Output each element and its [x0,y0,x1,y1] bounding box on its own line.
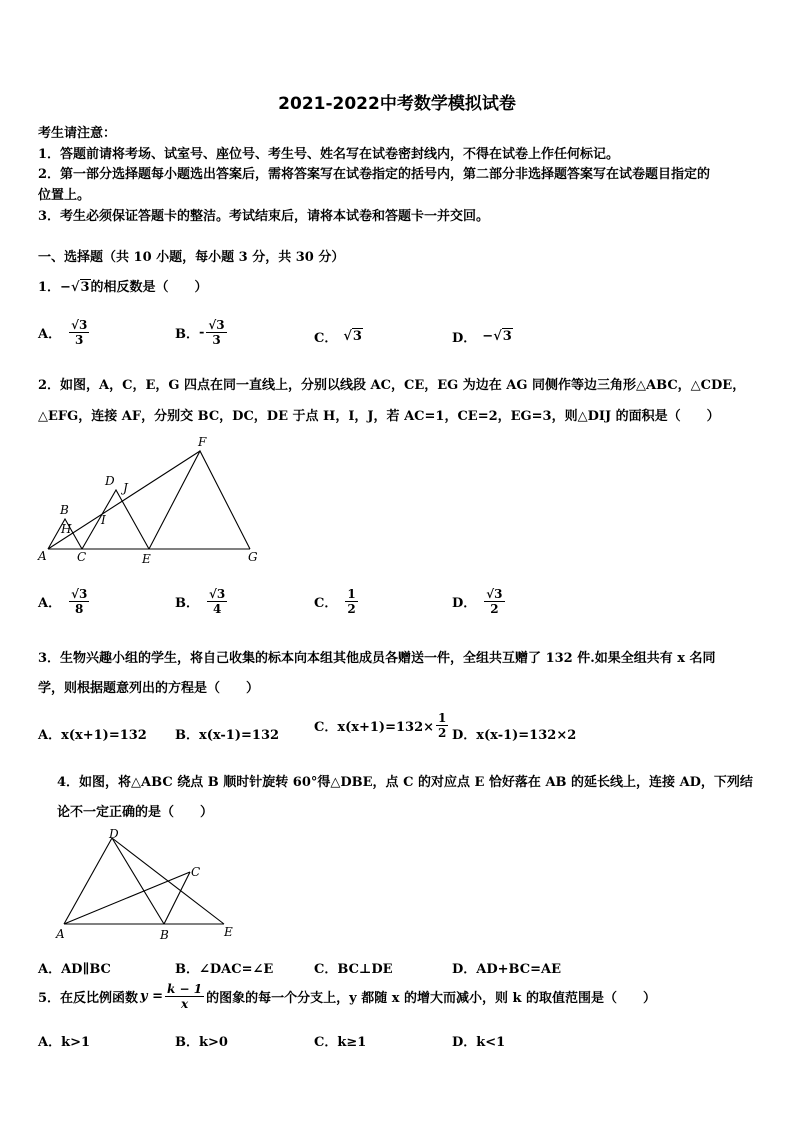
numerator: √3 [208,318,225,332]
fraction [165,982,204,1011]
q1-option-c[interactable] [314,327,363,346]
fraction [69,318,89,347]
numerator: √3 [71,318,88,332]
notice-heading: 考生请注意： [38,126,117,141]
fraction [69,587,89,616]
q5-prefix: 5．在反比例函数 [38,991,139,1006]
fraction [436,711,448,740]
radicand: 3 [352,329,362,344]
question-2-line2: △EFG，连接 AF，分别交 BC，DC，DE 于点 H，I，J，若 AC=1，CE=2，EG=3，则△DIJ 的面积是（ ） [38,409,720,424]
numerator: √3 [486,587,503,601]
q1-radicand: 3 [80,280,90,295]
q1-option-a[interactable] [38,318,91,347]
denominator: 2 [347,602,356,616]
question-3-line2: 学，则根据题意列出的方程是（ ） [38,681,260,696]
denominator: 8 [75,602,84,616]
fraction [207,587,227,616]
point-label-f: F [198,435,207,449]
notice-item: 1．答题前请将考场、试室号、座位号、考生号、姓名写在试卷密封线内，不得在试卷上作任何标记。 [38,147,620,162]
denominator: x [180,997,189,1011]
option-label: C． [314,596,338,611]
q4-figure [54,826,244,944]
option-label: D． [452,331,477,346]
q1-suffix: 的相反数是（ ） [90,280,208,295]
denominator: 2 [438,726,447,740]
question-1 [38,276,208,295]
numerator: √3 [209,587,226,601]
q3-option-b[interactable]: B．x(x-1)=132 [175,728,280,743]
q2-option-b[interactable] [175,587,229,616]
fraction [206,318,226,347]
q3-option-a[interactable]: A．x(x+1)=132 [38,728,147,743]
point-label-i: I [101,513,106,527]
minus-sign: − [482,329,494,344]
option-label: A． [38,596,62,611]
point-label-e: E [224,925,233,939]
q2-option-c[interactable] [314,587,360,616]
point-label-e: E [142,552,151,566]
point-label-d: D [109,827,119,841]
fraction [484,587,504,616]
numerator: 1 [438,711,447,725]
q5-function: y = [140,989,164,1004]
notice-item: 位置上。 [38,188,91,203]
point-label-a: A [56,927,65,941]
denominator: 4 [212,602,222,616]
q2-option-a[interactable] [38,587,91,616]
q5-option-d[interactable]: D．k<1 [452,1035,506,1050]
option-label: D． [452,596,477,611]
notice-item: 2．第一部分选择题每小题选出答案后，需将答案写在试卷指定的括号内，第二部分非选择题答案写在试卷题目指定的 [38,167,711,182]
page-title: 2021-2022中考数学模拟试卷 [278,94,516,114]
minus-sign: - [199,325,205,340]
denominator: 3 [75,333,84,347]
point-label-d: D [105,474,115,488]
question-4-line2: 论不一定正确的是（ ） [57,805,214,820]
question-3-line1: 3．生物兴趣小组的学生，将自己收集的标本向本组其他成员各赠送一件，全组共互赠了 132 件.如果全组共有 x 名同 [38,651,716,666]
question-5 [38,982,656,1011]
q1-prefix: 1． [38,280,61,295]
option-label: C． [314,331,338,346]
q5-option-c[interactable]: C．k≥1 [314,1035,367,1050]
sqrt-symbol: √3 [343,329,362,344]
option-label: A． [38,327,62,342]
q1-option-d[interactable] [452,327,513,346]
point-label-c: C [77,550,87,564]
option-label: B． [175,327,199,342]
q2-option-d[interactable] [452,587,507,616]
numerator: √3 [71,587,88,601]
q1-neg: − [60,280,71,295]
q2-figure [34,432,264,572]
numerator: k − 1 [167,982,203,996]
q5-suffix: 的图象的每一个分支上，y 都随 x 的增大而减小，则 k 的取值范围是（ ） [206,991,657,1006]
denominator: 2 [490,602,499,616]
point-label-c: C [191,865,201,879]
sqrt-symbol: √3 [493,329,512,344]
numerator: 1 [347,587,356,601]
point-label-b: B [60,503,69,517]
point-label-a: A [38,549,47,563]
q5-option-a[interactable]: A．k>1 [38,1035,91,1050]
notice-item: 3．考生必须保证答题卡的整洁。考试结束后，请将本试卷和答题卡一并交回。 [38,209,490,224]
option-text: C．x(x+1)=132× [314,720,435,735]
denominator: 3 [212,333,221,347]
point-label-h: H [61,522,72,536]
sqrt-symbol: √3 [70,280,90,295]
q4-option-b[interactable]: B．∠DAC=∠E [175,962,274,977]
point-label-g: G [248,550,258,564]
option-label: B． [175,596,199,611]
point-label-b: B [160,928,169,942]
q4-option-a[interactable]: A．AD∥BC [38,962,111,977]
question-2-line1: 2．如图，A，C，E，G 四点在同一直线上，分别以线段 AC，CE，EG 为边在 AG 同侧作等边三角形△ABC，△CDE， [38,378,746,393]
fraction [345,587,357,616]
radicand: 3 [502,329,512,344]
section-heading: 一、选择题（共 10 小题，每小题 3 分，共 30 分） [38,250,345,265]
q3-option-d[interactable]: D．x(x-1)=132×2 [452,728,577,743]
point-label-j: J [123,481,128,495]
q4-option-d[interactable]: D．AD+BC=AE [452,962,561,977]
q5-option-b[interactable]: B．k>0 [175,1035,228,1050]
q1-option-b[interactable] [175,318,229,347]
question-4-line1: 4．如图，将△ABC 绕点 B 顺时针旋转 60°得△DBE，点 C 的对应点 E 恰好落在 AB 的延长线上，连接 AD，下列结 [57,775,753,790]
q3-option-c[interactable] [314,711,450,740]
q4-option-c[interactable]: C．BC⊥DE [314,962,393,977]
